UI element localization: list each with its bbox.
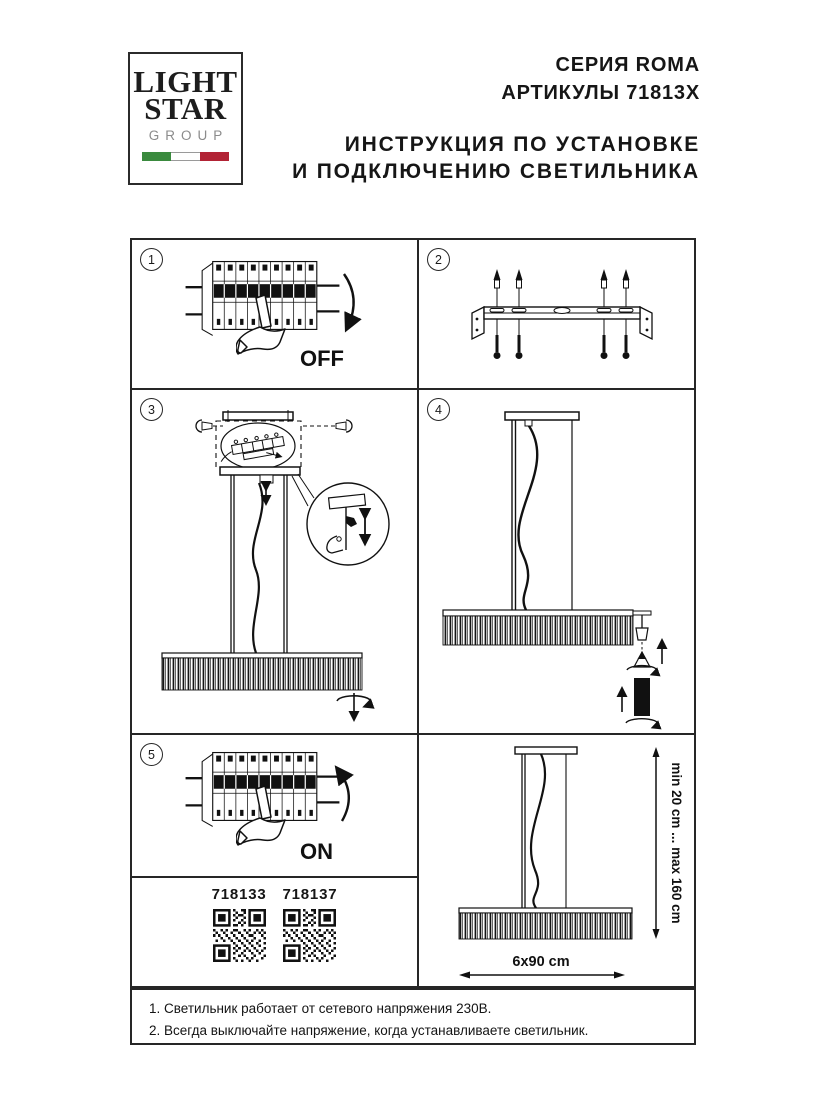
off-label: OFF [300,346,344,371]
ceiling-plate [505,412,579,420]
step-3-number-badge: 3 [140,398,163,421]
bracket-left-flange [472,307,484,339]
side-screw-left-icon [196,420,223,432]
article-number: 718133 [211,886,267,903]
bracket-right-flange [640,307,652,339]
power-cord [253,483,263,653]
switch-off-arrow-icon [344,274,354,326]
qr-code-718133 [213,909,266,962]
qr-item [283,886,338,962]
power-cord [518,426,537,610]
screw-rotation-icon [626,719,658,727]
canopy-installation-diagram [132,390,417,733]
note-1: 1. Светильник работает от сетевого напряжения 230В. [149,1001,492,1016]
logo-line-light: LIGHT [133,64,238,99]
width-dimension [459,954,625,979]
qr-code-718137 [283,909,336,962]
socket-cup [636,628,648,640]
logo-line-group: GROUP [148,128,229,143]
step-4-number-badge: 4 [427,398,450,421]
italian-flag-icon [142,152,230,161]
article-number: 718137 [282,886,338,903]
step-2-cell [419,240,694,390]
pendant-assembly-diagram [419,390,694,733]
logo-line-star: STAR [144,91,227,126]
power-cord [531,754,545,908]
on-label: ON [300,839,333,864]
logo-text [133,64,238,126]
cable-lock [260,475,273,483]
note-2: 2. Всегда выключайте напряжение, когда устанавливаете светильник. [149,1023,589,1038]
fringe-shade [443,610,651,645]
step-4-cell [419,390,694,735]
fringe-shade [459,908,632,939]
circuit-breaker-on-diagram [132,735,417,876]
fringe-shade [162,653,362,690]
mounting-bar [223,412,293,420]
header-instruction-title [292,131,700,185]
step-1-number-badge: 1 [140,248,163,271]
step-2-number-badge: 2 [427,248,450,271]
cord-grip [525,420,532,426]
dimensions-cell [419,735,694,986]
wall-anchors [494,319,630,359]
step-1-cell [132,240,419,390]
steps-table [130,238,696,988]
side-screw-right-icon [301,420,352,432]
flag-white-stripe [171,152,200,161]
width-label: 6x90 cm [512,954,570,970]
circuit-breaker-off-diagram [132,240,417,388]
canopy-bar [220,467,300,475]
height-range-label: min 20 cm ... max 160 cm [669,762,684,924]
flag-green-stripe [142,152,171,161]
pendant-dimensions-diagram [419,735,694,986]
ceiling-screws [494,269,630,307]
instruction-title-line2: И ПОДКЛЮЧЕНИЮ СВЕТИЛЬНИКА [292,160,700,183]
header-series-block [501,51,700,107]
switch-on-arrow-icon [339,771,349,821]
flag-red-stripe [200,152,229,161]
lamp-tube [634,678,650,716]
suspension-rods [231,475,287,653]
qr-codes-cell [132,878,419,986]
lightstar-logo [128,52,243,185]
articles-title: АРТИКУЛЫ 71813X [501,82,700,104]
qr-item [212,886,267,962]
instruction-title-line1: ИНСТРУКЦИЯ ПО УСТАНОВКЕ [344,133,700,156]
mounting-bracket-diagram [419,240,694,388]
height-dimension [653,747,685,939]
ceiling-plate [515,747,577,754]
safety-notes-box [130,988,696,1045]
rotation-arrow-icon [337,693,371,718]
series-title: СЕРИЯ ROMA [555,54,700,76]
step-3-cell [132,390,419,735]
step-5-number-badge: 5 [140,743,163,766]
step-5-cell [132,735,419,878]
